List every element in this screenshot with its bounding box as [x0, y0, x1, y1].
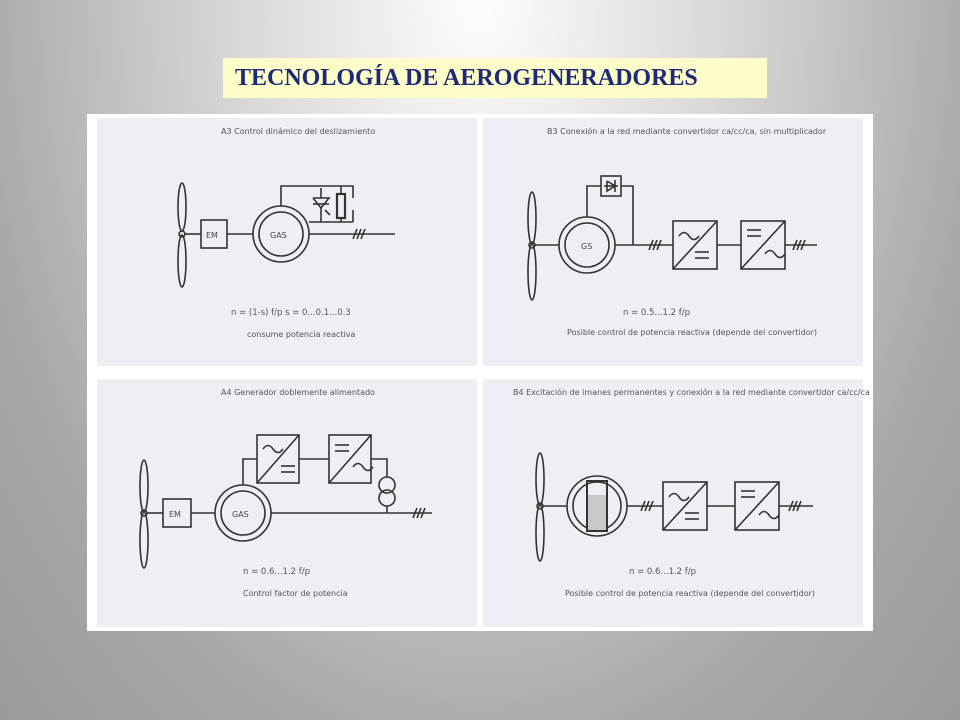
a4-em-label: EM — [169, 510, 181, 519]
panel-a4-heading: A4 Generador doblemente alimentado — [221, 388, 375, 397]
title-box — [223, 58, 767, 98]
a3-gas-label: GAS — [270, 231, 287, 240]
page-title: TECNOLOGÍA DE AEROGENERADORES — [235, 64, 698, 91]
panel-b3 — [483, 118, 863, 366]
b4-hub — [537, 503, 543, 509]
a4-blade-bottom — [140, 512, 148, 568]
b3-blade-top — [528, 192, 536, 244]
a3-resistor — [337, 194, 345, 218]
panel-a4-note: Control factor de potencia — [243, 589, 348, 598]
panel-a3 — [97, 118, 477, 366]
panel-a3-schematic — [97, 118, 477, 366]
a3-blade-top — [178, 183, 186, 231]
b3-gs-label: GS — [581, 242, 593, 251]
a3-hub — [179, 231, 185, 237]
b4-magnet-fill — [588, 495, 606, 530]
panel-b3-formula: n = 0.5...1.2 f/p — [623, 308, 691, 318]
panel-a3-formula: n = (1-s) f/p s = 0...0.1...0.3 — [231, 308, 351, 318]
panel-a4-formula: n = 0.6...1.2 f/p — [243, 567, 311, 577]
b3-hub — [529, 242, 535, 248]
b4-blade-top — [536, 453, 544, 505]
b4-blade-bottom — [536, 505, 544, 561]
panel-b3-note: Posible control de potencia reactiva (depende del convertidor) — [567, 328, 817, 337]
panel-a3-heading: A3 Control dinámico del deslizamiento — [221, 127, 376, 136]
a4-gas-label: GAS — [232, 510, 249, 519]
b3-blade-bottom — [528, 244, 536, 300]
a3-em-label: EM — [206, 231, 218, 240]
diagram-figure — [87, 114, 873, 631]
panel-b4-formula: n = 0.6...1.2 f/p — [629, 567, 697, 577]
a4-blade-top — [140, 460, 148, 512]
panel-a3-note: consume potencia reactiva — [247, 330, 356, 339]
panel-b4 — [483, 379, 870, 627]
a3-blade-bottom — [178, 235, 186, 287]
panel-a4 — [97, 379, 477, 627]
panel-b4-heading: B4 Excitación de imanes permanentes y conexión a la red mediante convertidor ca/cc/ca — [513, 388, 870, 397]
panel-b4-note: Posible control de potencia reactiva (depende del convertidor) — [565, 589, 815, 598]
a4-hub — [141, 510, 147, 516]
panel-b3-heading: B3 Conexión a la red mediante convertidor ca/cc/ca, sin multiplicador — [547, 127, 827, 136]
